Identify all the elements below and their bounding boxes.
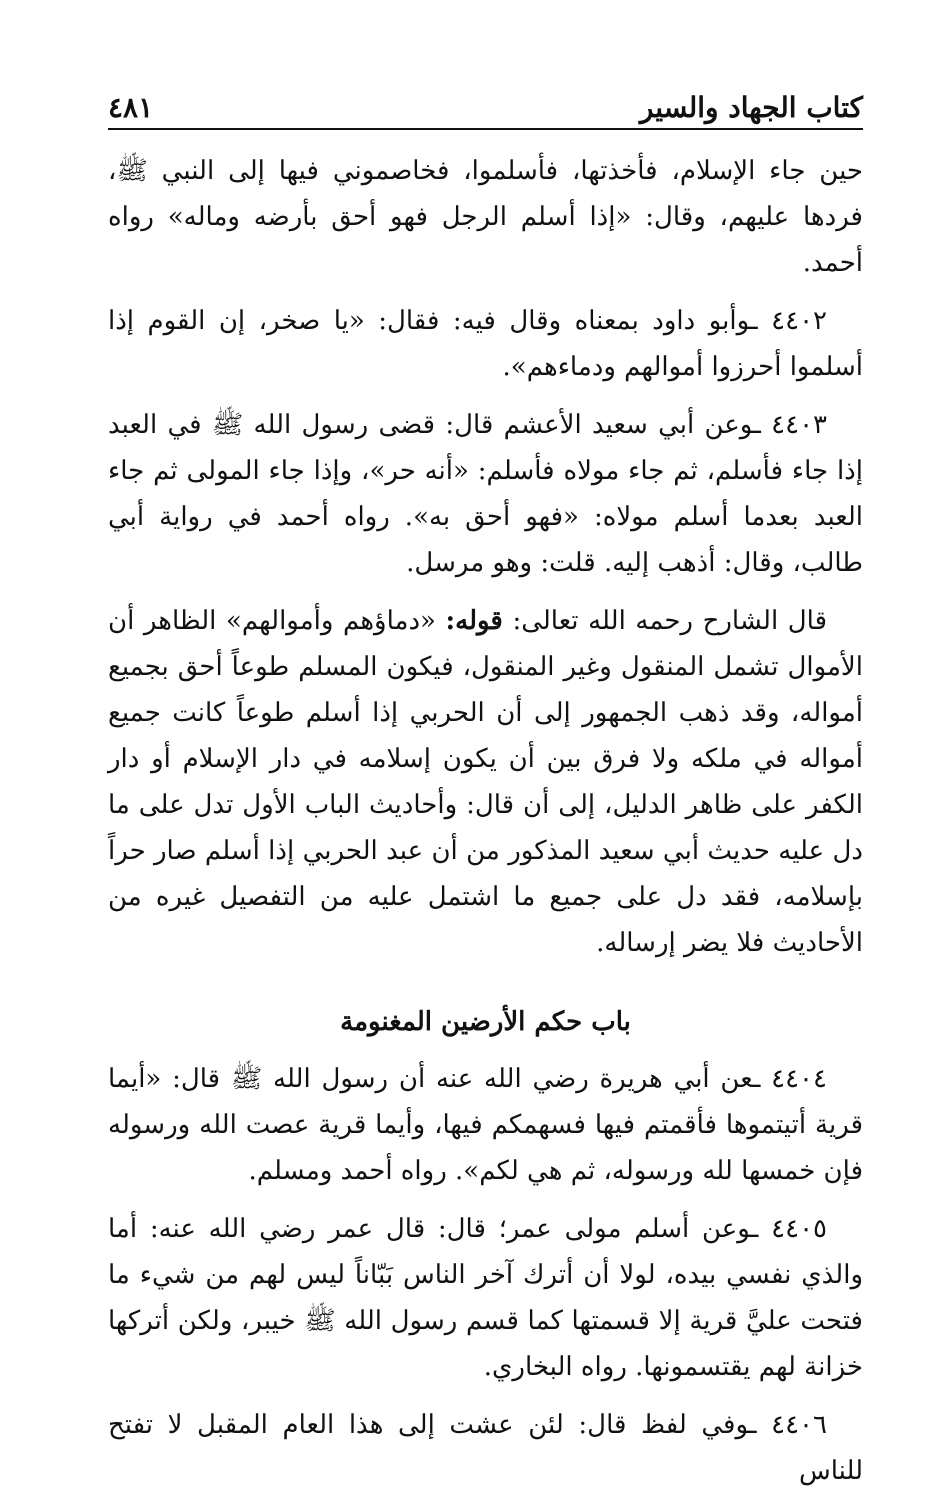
hadith-text: وأبو داود بمعناه وقال فيه: فقال: «يا صخر، إن القوم إذا أسلموا أحرزوا أموالهم ودماءهم».	[108, 306, 863, 382]
commentary-intro: قال الشارح رحمه الله تعالى:	[512, 606, 828, 636]
hadith-number: ٤٤٠٣ ـ	[753, 410, 827, 440]
hadith-number: ٤٤٠٥ ـ	[750, 1214, 827, 1244]
page-body	[108, 148, 863, 1506]
hadith-number: ٤٤٠٢ ـ	[750, 306, 827, 336]
hadith-4404	[108, 1056, 863, 1194]
page-number: ٤٨١	[108, 91, 154, 124]
hadith-text: وفي لفظ قال: لئن عشت إلى هذا العام المقبل لا تفتح للناس	[108, 1410, 863, 1486]
hadith-text: عن أبي هريرة رضي الله عنه أن رسول الله ﷺ قال: «أيما قرية أتيتموها فأقمتم فيها فسهمكم فيها، وأيما قرية عصت الله ورسوله فإن خمسها لله ورسوله، ثم هي لكم». رواه أحمد ومسلم.	[108, 1064, 863, 1186]
hadith-4406	[108, 1402, 863, 1494]
commentary-text: «دماؤهم وأموالهم» الظاهر أن الأموال تشمل المنقول وغير المنقول، فيكون المسلم طوعاً أحق بجميع أمواله، وقد ذهب الجمهور إلى أن الحربي إذا أسلم طوعاً كانت جميع أمواله في ملكه ولا فرق بين أن يكون إسلامه في دار الإسلام أو دار الكفر على ظاهر الدليل، إلى أن قال: وأحاديث الباب الأول تدل على ما دل عليه حديث أبي سعيد المذكور من أن عبد الحربي إذا أسلم صار حراً بإسلامه، فقد دل على جميع ما اشتمل عليه من التفصيل غيره من الأحاديث فلا يضر إرساله.	[108, 606, 863, 958]
hadith-number: ٤٤٠٤ ـ	[752, 1064, 827, 1094]
hadith-text: حين جاء الإسلام، فأخذتها، فأسلموا، فخاصموني فيها إلى النبي ﷺ، فردها عليهم، وقال: «إذا أسلم الرجل فهو أحق بأرضه وماله» رواه أحمد.	[108, 156, 863, 278]
hadith-4402	[108, 298, 863, 390]
section-heading: باب حكم الأرضين المغنومة	[340, 1007, 631, 1037]
hadith-text: وعن أبي سعيد الأعشم قال: قضى رسول الله ﷺ في العبد إذا جاء فأسلم، ثم جاء مولاه فأسلم: «أنه حر»، وإذا جاء المولى ثم جاء العبد بعدما أسلم مولاه: «فهو أحق به». رواه أحمد في رواية أبي طالب، وقال: أذهب إليه. قلت: وهو مرسل.	[108, 410, 863, 578]
hadith-4405	[108, 1206, 863, 1390]
running-title: كتاب الجهاد والسير	[639, 91, 863, 124]
hadith-continuation	[108, 148, 863, 286]
commentary-bold-word: قوله:	[445, 606, 503, 636]
commentary-paragraph	[108, 598, 863, 966]
hadith-text: وعن أسلم مولى عمر؛ قال: قال عمر رضي الله عنه: أما والذي نفسي بيده، لولا أن أترك آخر الناس بَبّاناً ليس لهم من شيء ما فتحت عليَّ قرية إلا قسمتها كما قسم رسول الله ﷺ خيبر، ولكن أتركها خزانة لهم يقتسمونها. رواه البخاري.	[108, 1214, 863, 1382]
page-header	[108, 82, 863, 130]
hadith-4403	[108, 402, 863, 586]
hadith-number: ٤٤٠٦ ـ	[748, 1410, 827, 1440]
